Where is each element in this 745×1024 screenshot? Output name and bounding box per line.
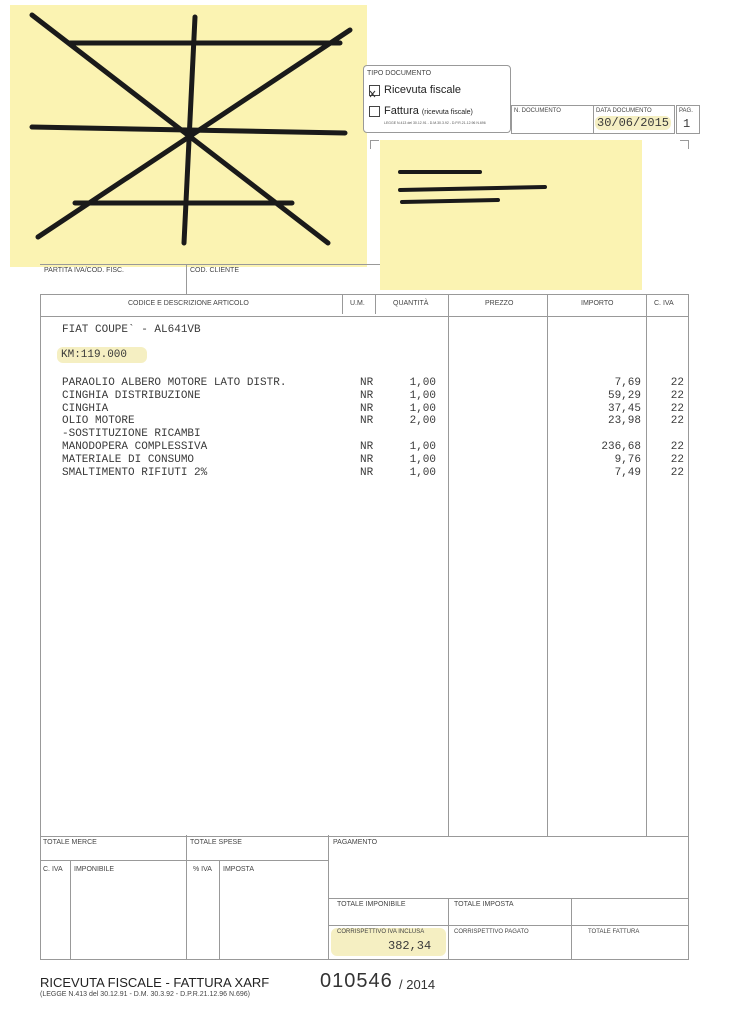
row-importo: 7,69 (614, 377, 641, 389)
row-description: OLIO MOTORE (62, 415, 135, 428)
footer-line-imponibile (70, 860, 71, 959)
row-um: NR (360, 453, 374, 466)
row-civa: 22 (670, 389, 684, 402)
header-um: U.M. (350, 300, 365, 307)
col-line-importo (547, 294, 548, 836)
row-description: SMALTIMENTO RIFIUTI 2% (62, 466, 208, 479)
address-corner-tl (370, 140, 379, 149)
row-importo: 7,49 (614, 466, 641, 479)
row-quantity: 1,00 (409, 453, 436, 466)
row-civa: 22 (670, 466, 684, 479)
totale-imposta-label: TOTALE IMPOSTA (454, 901, 514, 908)
row-importo: 37,45 (607, 402, 641, 415)
row-description: MANODOPERA COMPLESSIVA (62, 441, 208, 453)
header-importo: IMPORTO (581, 300, 614, 307)
footer-line-tot-1 (448, 898, 449, 959)
table-header-line (40, 316, 688, 317)
fattura-checkbox[interactable] (369, 106, 380, 117)
corrispettivo-incluso-label: CORRISPETTIVO IVA INCLUSA (337, 929, 425, 935)
row-description: -SOSTITUZIONE RICAMBI (62, 428, 201, 441)
fattura-sub: (ricevuta fiscale) (421, 109, 473, 116)
n-documento-box (511, 105, 594, 134)
row-quantity: 1,00 (409, 441, 436, 453)
data-documento-label: DATA DOCUMENTO (596, 108, 652, 114)
row-um: NR (360, 415, 374, 428)
pag-box (676, 105, 700, 134)
redaction-sticky-note-right (380, 140, 642, 290)
col-line-iva (646, 294, 647, 836)
tipo-legge-small: LEGGE N.413 del 30.12.91 - D.M.30.3.92 - D.P.R.21.12.96 N.696 (384, 121, 486, 125)
ricevuta-checkbox[interactable] (369, 85, 380, 96)
imposta-label: IMPOSTA (223, 866, 254, 873)
row-quantity: 2,00 (409, 415, 436, 428)
data-documento-value: 30/06/2015 (597, 116, 670, 130)
cod-cliente-label: COD. CLIENTE (190, 267, 240, 274)
c-iva-label: C. IVA (43, 866, 63, 873)
line-partita-top (40, 264, 380, 265)
totale-spese-label: TOTALE SPESE (190, 839, 242, 846)
header-codice: CODICE E DESCRIZIONE ARTICOLO (128, 300, 249, 307)
pag-label: PAG. (679, 108, 693, 114)
totale-merce-label: TOTALE MERCE (43, 839, 97, 846)
n-documento-label: N. DOCUMENTO (514, 108, 561, 114)
line-partita-divider (186, 264, 187, 294)
row-importo: 9,76 (614, 453, 641, 466)
header-prezzo: PREZZO (485, 300, 514, 307)
row-description: CINGHIA (62, 402, 109, 415)
bottom-title: RICEVUTA FISCALE - FATTURA XARF (40, 975, 270, 990)
row-quantity: 1,00 (409, 466, 436, 479)
row-um: NR (360, 466, 374, 479)
footer-line-tot-2 (571, 898, 572, 959)
col-line-um (342, 294, 343, 314)
imponibile-label: IMPONIBILE (74, 866, 115, 873)
corrispettivo-pagato-label: CORRISPETTIVO PAGATO (454, 929, 529, 935)
scribble-lines-icon (380, 140, 642, 290)
data-documento-box (593, 105, 675, 134)
address-corner-tr (680, 140, 689, 149)
corrispettivo-incluso-value: 382,34 (388, 939, 432, 953)
pagamento-label: PAGAMENTO (333, 839, 378, 846)
row-importo: 59,29 (607, 389, 641, 402)
col-line-prezzo (448, 294, 449, 836)
row-um: NR (360, 402, 374, 415)
row-civa: 22 (670, 377, 684, 389)
row-um: NR (360, 377, 374, 389)
bottom-year: / 2014 (399, 977, 436, 992)
row-importo: 236,68 (601, 441, 641, 453)
header-quantita: QUANTITÀ (393, 300, 429, 307)
row-civa: 22 (670, 402, 684, 415)
row-quantity: 1,00 (409, 389, 436, 402)
row-importo: 23,98 (607, 415, 641, 428)
tipo-documento-box (363, 65, 511, 133)
row-civa: 22 (670, 415, 684, 428)
header-civa: C. IVA (654, 300, 674, 307)
partita-iva-label: PARTITA IVA/COD. FISC. (44, 267, 124, 274)
row-civa: 22 (670, 453, 684, 466)
col-line-qty (375, 294, 376, 314)
items-table (40, 294, 689, 837)
row-description: PARAOLIO ALBERO MOTORE LATO DISTR. (62, 377, 287, 389)
totale-imponibile-label: TOTALE IMPONIBILE (337, 901, 406, 908)
row-um: NR (360, 441, 374, 453)
footer-line-spese (186, 835, 187, 959)
row-quantity: 1,00 (409, 377, 436, 389)
row-description: CINGHIA DISTRIBUZIONE (62, 389, 201, 402)
footer-line-imposta (219, 860, 220, 959)
fattura-option[interactable] (369, 105, 473, 117)
bottom-number: 010546 (320, 970, 393, 992)
check-x-icon (369, 89, 378, 98)
footer-line-pagamento (328, 835, 329, 959)
footer-line-tot-top (328, 898, 688, 899)
ricevuta-label: Ricevuta fiscale (384, 84, 462, 96)
bottom-legge: (LEGGE N.413 del 30.12.91 - D.M. 30.3.92 - D.P.R.21.12.96 N.696) (40, 991, 250, 998)
pag-value: 1 (683, 117, 691, 131)
ricevuta-option[interactable] (369, 84, 461, 96)
redaction-sticky-note-left (10, 5, 367, 267)
tipo-documento-label: TIPO DOCUMENTO (367, 70, 432, 77)
footer-line-tot-mid (328, 925, 688, 926)
km-line: KM:119.000 (57, 347, 147, 363)
row-um: NR (360, 389, 374, 402)
totale-fattura-label: TOTALE FATTURA (588, 929, 640, 935)
perc-iva-label: % IVA (193, 866, 212, 873)
vehicle-line: FIAT COUPE` - AL641VB (62, 324, 201, 336)
row-civa: 22 (670, 441, 684, 453)
row-quantity: 1,00 (409, 402, 436, 415)
fattura-label: Fattura (384, 105, 419, 117)
row-description: MATERIALE DI CONSUMO (62, 453, 195, 466)
scribble-x-icon (10, 5, 367, 267)
footer-line-sub (40, 860, 328, 861)
